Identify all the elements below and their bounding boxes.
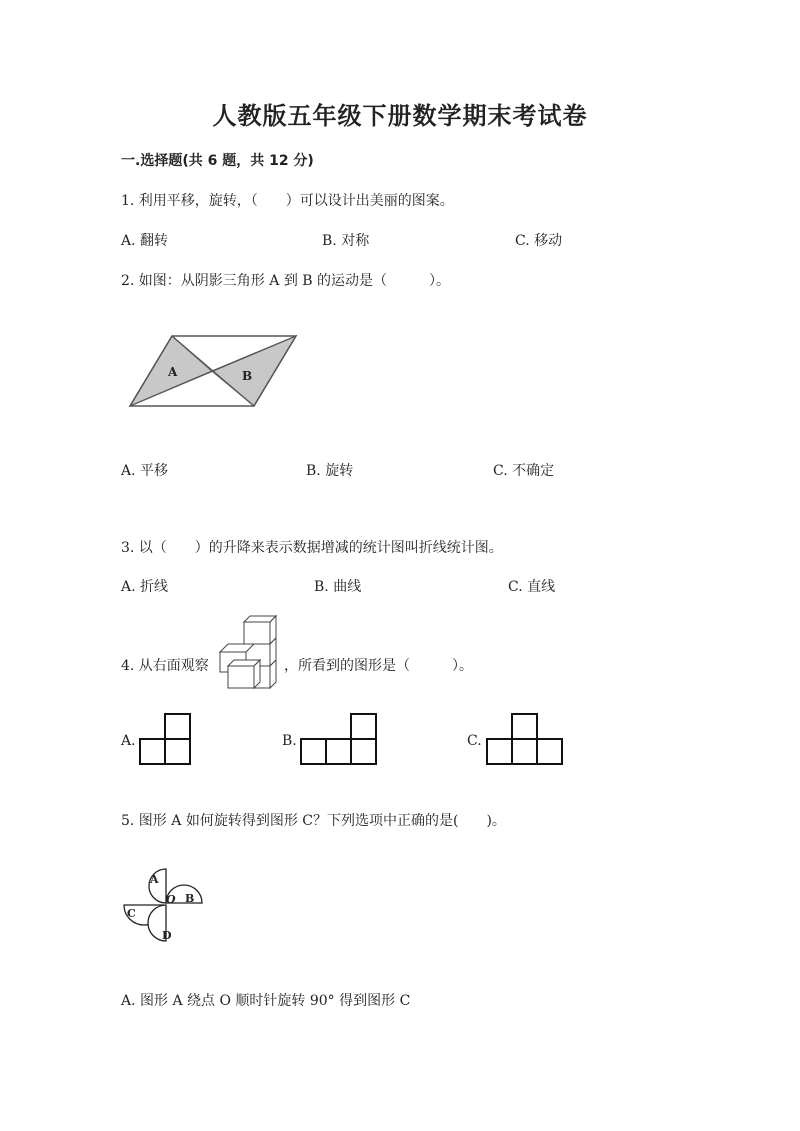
q3-option-b[interactable]: B. 曲线 <box>314 579 362 595</box>
q1-option-b[interactable]: B. 对称 <box>322 233 370 249</box>
page-title: 人教版五年级下册数学期末考试卷 <box>212 102 588 130</box>
pinwheel-figure <box>122 865 208 945</box>
question-4-text-before: 4. 从右面观察 <box>121 658 209 674</box>
q4-option-b-shape <box>300 713 378 767</box>
q1-option-a[interactable]: A. 翻转 <box>121 233 169 249</box>
q4-option-c-shape <box>486 713 564 767</box>
label-d: D <box>162 929 172 942</box>
q4-option-b[interactable]: B. <box>282 733 297 749</box>
question-2-text: 2. 如图：从阴影三角形 A 到 B 的运动是（ ）。 <box>121 273 451 289</box>
question-1-text: 1. 利用平移，旋转，（ ）可以设计出美丽的图案。 <box>121 193 454 209</box>
q2-option-c[interactable]: C. 不确定 <box>493 463 555 479</box>
label-o: O <box>166 893 176 906</box>
question-3-text: 3. 以（ ）的升降来表示数据增减的统计图叫折线统计图。 <box>121 540 503 556</box>
q3-option-a[interactable]: A. 折线 <box>121 579 169 595</box>
q4-option-a[interactable]: A. <box>121 733 136 749</box>
section-heading: 一.选择题(共 6 题，共 12 分) <box>121 153 314 169</box>
question-4-text-after: ，所看到的图形是（ ）。 <box>284 658 473 674</box>
label-c: C <box>127 907 136 920</box>
q1-option-c[interactable]: C. 移动 <box>515 233 563 249</box>
cube-stack-figure <box>218 612 280 692</box>
q4-option-c[interactable]: C. <box>467 733 482 749</box>
q5-option-a[interactable]: A. 图形 A 绕点 O 顺时针旋转 90° 得到图形 C <box>121 993 411 1009</box>
label-a: A <box>168 365 178 379</box>
parallelogram-figure <box>128 334 298 408</box>
question-5-text: 5. 图形 A 如何旋转得到图形 C？下列选项中正确的是( )。 <box>121 813 506 829</box>
triangle-b <box>212 336 296 406</box>
label-a: A <box>150 873 159 886</box>
q3-option-c[interactable]: C. 直线 <box>508 579 556 595</box>
q2-option-a[interactable]: A. 平移 <box>121 463 169 479</box>
q2-option-b[interactable]: B. 旋转 <box>306 463 354 479</box>
label-b: B <box>242 369 253 383</box>
label-b: B <box>185 892 195 905</box>
q4-option-a-shape <box>139 713 193 767</box>
